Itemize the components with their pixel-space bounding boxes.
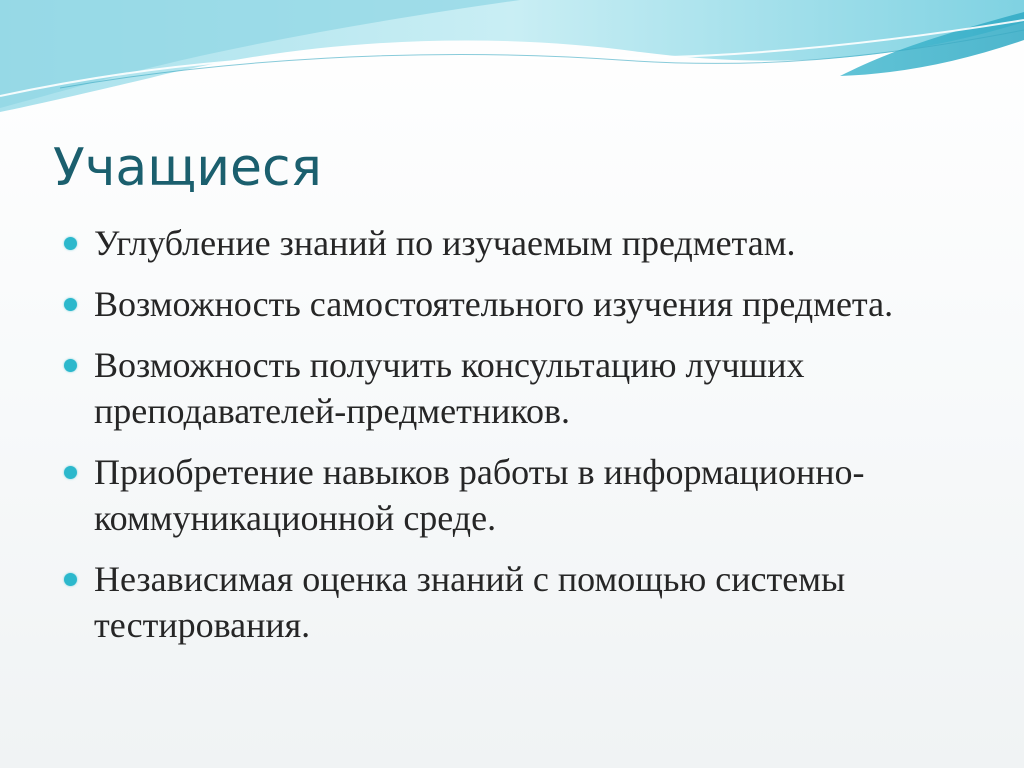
list-item — [64, 342, 964, 434]
bullet-dot-icon — [64, 298, 77, 311]
bullet-list — [64, 220, 964, 663]
wave-header-decoration — [0, 0, 1024, 130]
bullet-dot-icon — [64, 573, 77, 586]
bullet-text: Возможность самостоятельного изучения предмета. — [94, 284, 894, 324]
bullet-dot-icon — [64, 466, 77, 479]
bullet-dot-icon — [64, 237, 77, 250]
list-item — [64, 281, 964, 327]
bullet-text: Возможность получить консультацию лучших преподавателей-предметников. — [94, 345, 805, 431]
bullet-text: Приобретение навыков работы в информационно-коммуникационной среде. — [94, 452, 865, 538]
list-item — [64, 220, 964, 266]
list-item — [64, 449, 964, 541]
bullet-dot-icon — [64, 359, 77, 372]
slide-title: Учащиеся — [53, 138, 322, 198]
bullet-text: Углубление знаний по изучаемым предметам. — [94, 223, 796, 263]
bullet-text: Независимая оценка знаний с помощью системы тестирования. — [94, 559, 846, 645]
list-item — [64, 556, 964, 648]
